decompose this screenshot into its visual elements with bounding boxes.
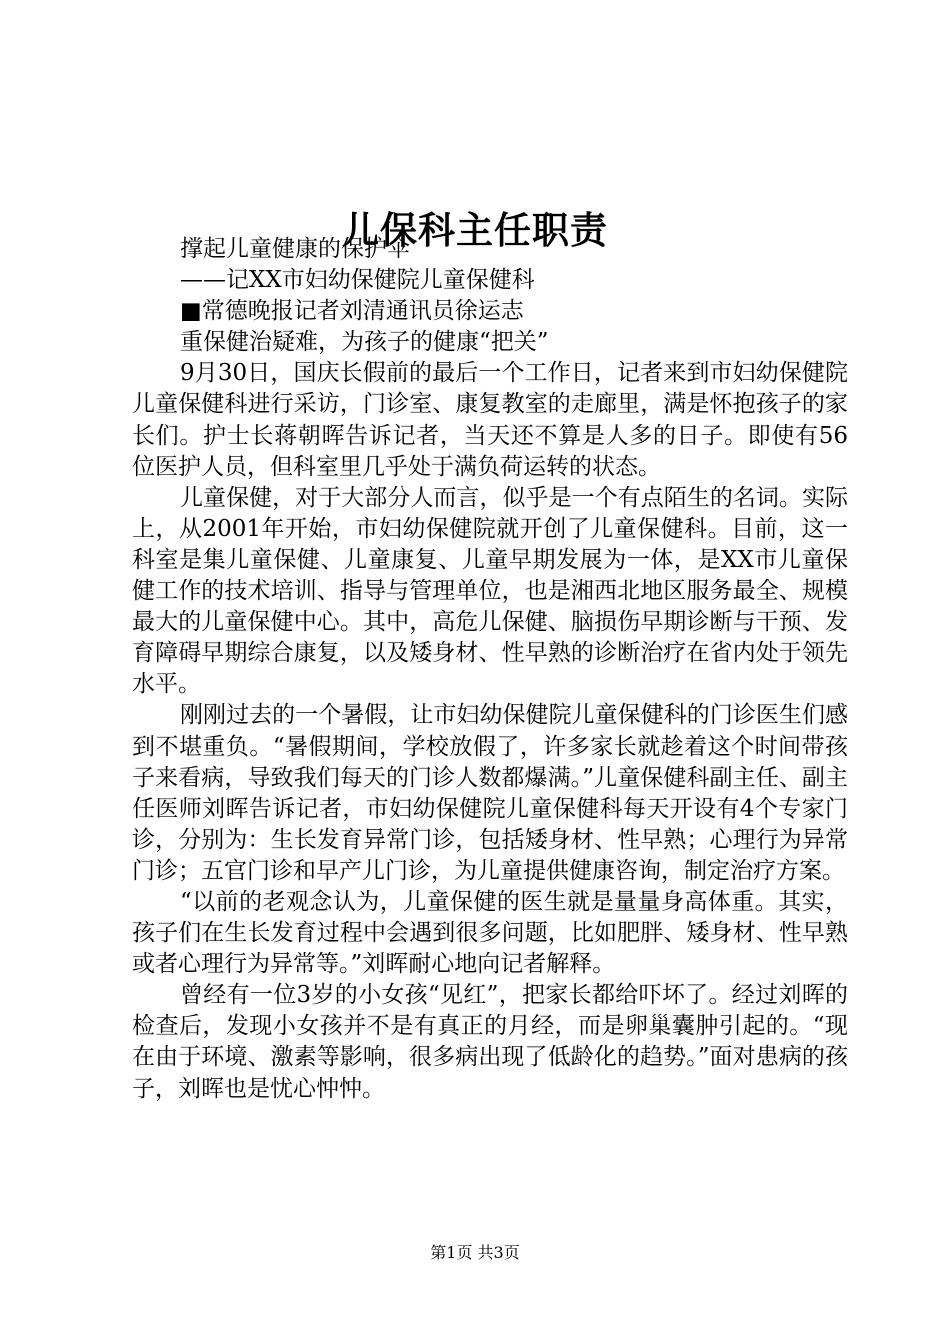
subtitle-subheading: ——记XX市妇幼保健院儿童保健科 [180,267,535,294]
document-body [132,234,848,1105]
section-heading: 重保健治疑难，为孩子的健康“把关” [180,329,549,356]
document-title: 儿保科主任职责 [342,207,608,252]
body-paragraph: 刚刚过去的一个暑假，让市妇幼保健院儿童保健科的门诊医生们感到不堪重负。“暑假期间，学校放假了，许多家长就趁着这个时间带孩子来看病，导致我们每天的门诊人数都爆满。”儿童保健科副主任、副主任医师刘晖告诉记者，市妇幼保健院儿童保健科每天开设有4个专家门诊，分别为：生长发育异常门诊，包括矮身材、性早熟；心理行为异常门诊；五官门诊和早产儿门诊，为儿童提供健康咨询，制定治疗方案。 [132,702,848,884]
body-paragraph: 9月30日，国庆长假前的最后一个工作日，记者来到市妇幼保健院儿童保健科进行采访，门诊室、康复教室的走廊里，满是怀抱孩子的家长们。护士长蒋朝晖告诉记者，当天还不算是人多的日子。即使有56位医护人员，但科室里几乎处于满负荷运转的状态。 [132,360,848,480]
subtitle-headline: 撑起儿童健康的保护伞 [180,236,410,262]
body-paragraph: “以前的老观念认为，儿童保健的医生就是量量身高体重。其实，孩子们在生长发育过程中会遇到很多问题，比如肥胖、矮身材、性早熟或者心理行为异常等。”刘晖耐心地向记者解释。 [132,888,848,978]
body-paragraph: 曾经有一位3岁的小女孩“见红”，把家长都给吓坏了。经过刘晖的检查后，发现小女孩并不是有真正的月经，而是卵巢囊肿引起的。“现在由于环境、激素等影响，很多病出现了低龄化的趋势。”面对患病的孩子，刘晖也是忧心忡忡。 [132,982,848,1102]
byline: ■常德晚报记者刘清通讯员徐运志 [180,298,524,325]
page-number-footer: 第1页 共3页 [430,1243,520,1262]
body-paragraph: 儿童保健，对于大部分人而言，似乎是一个有点陌生的名词。实际上，从2001年开始，市妇幼保健院就开创了儿童保健科。目前，这一科室是集儿童保健、儿童康复、儿童早期发展为一体，是XX市儿童保健工作的技术培训、指导与管理单位，也是湘西北地区服务最全、规模最大的儿童保健中心。其中，高危儿保健、脑损伤早期诊断与干预、发育障碍早期综合康复，以及矮身材、性早熟的诊断治疗在省内处于领先水平。 [132,484,848,698]
